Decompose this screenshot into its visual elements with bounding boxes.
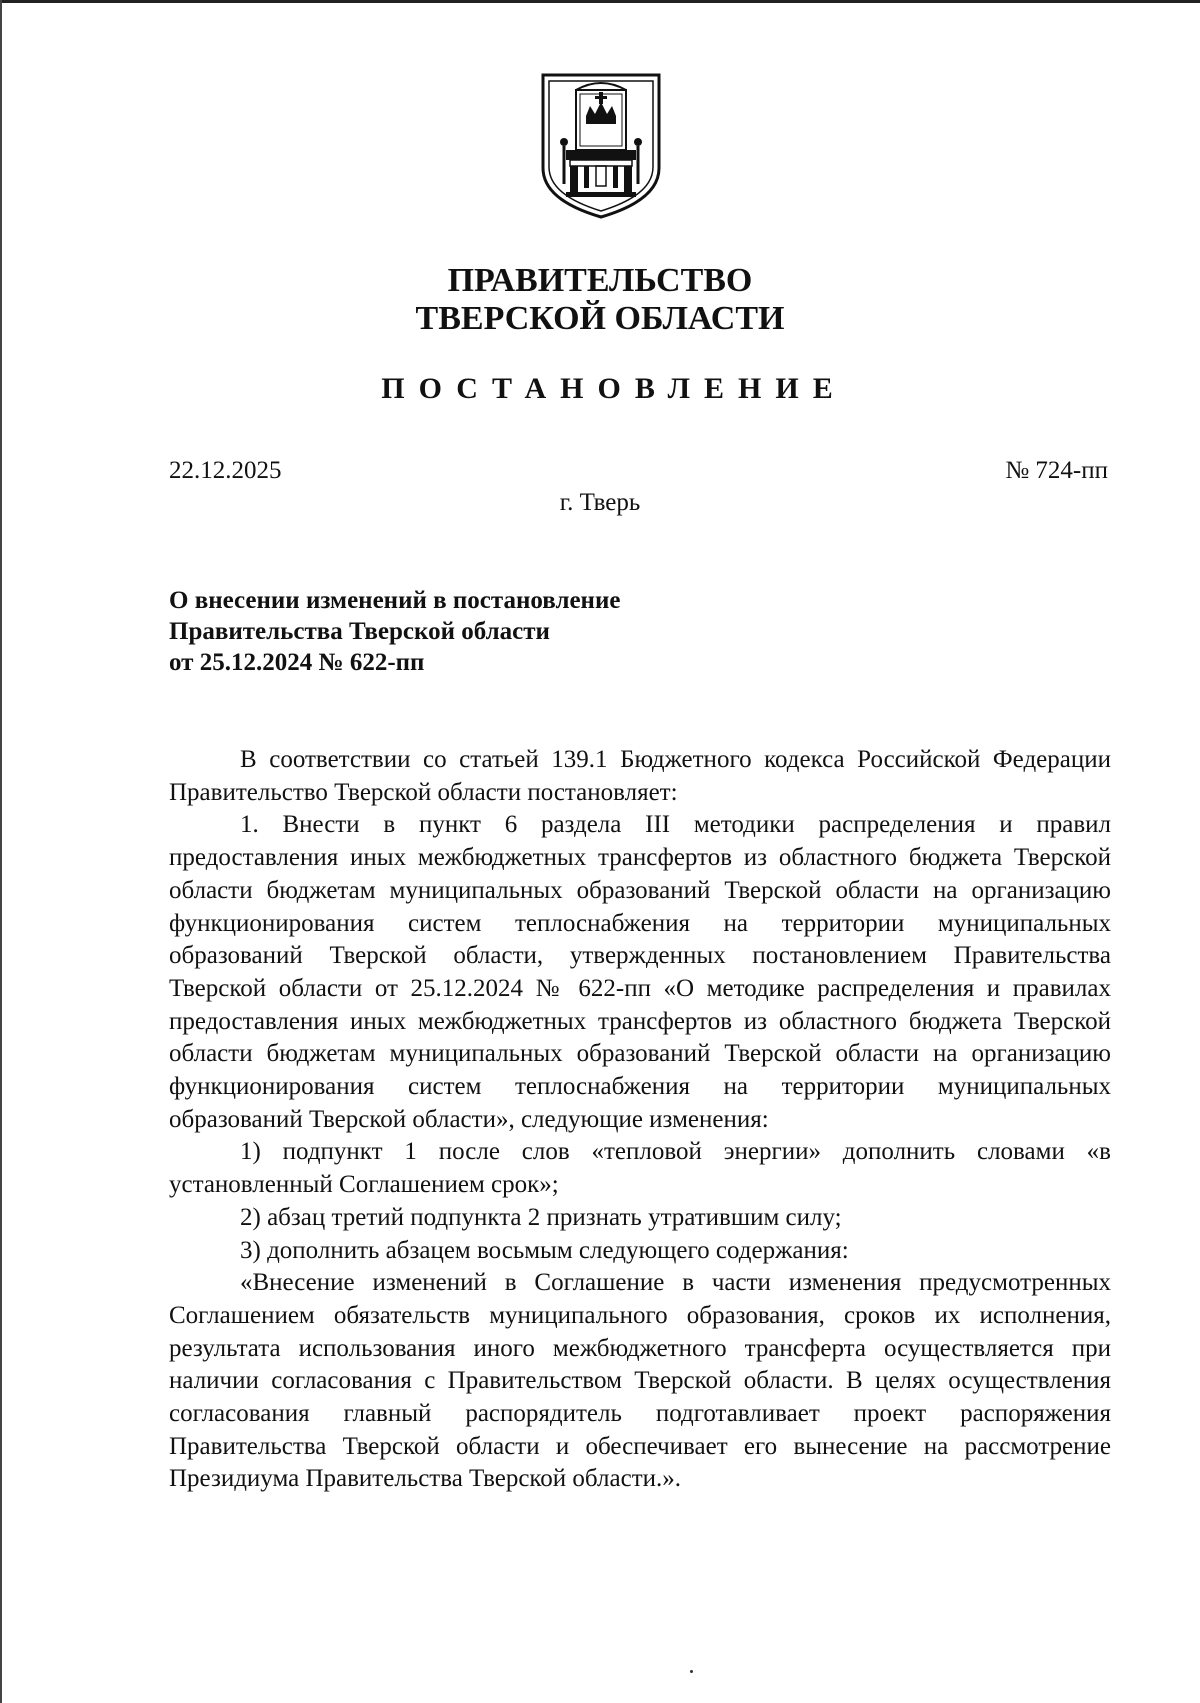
government-title-line2: ТВЕРСКОЙ ОБЛАСТИ bbox=[415, 300, 785, 337]
body-paragraph: «Внесение изменений в Соглашение в части изменения предусмотренных Соглашением обязательств муниципального образования, сроков их исполнения, результата использования иного межбюджетного трансферта осуществляется при наличии согласования с Правительством Тверской области. В целях осуществления согласования главный распорядитель подготавливает проект распоряжения Правительства Тверской области и обеспечивает его вынесение на рассмотрение Президиума Правительства Тверской области.». bbox=[169, 1269, 1111, 1493]
body-paragraph: 3) дополнить абзацем восьмым следующего содержания: bbox=[240, 1236, 849, 1264]
document-date: 22.12.2025 bbox=[169, 457, 282, 484]
government-title-line1: ПРАВИТЕЛЬСТВО bbox=[447, 262, 753, 299]
document-body bbox=[169, 744, 1111, 1496]
document-number: № 724-пп bbox=[1005, 457, 1108, 484]
subject-line: от 25.12.2024 № 622-пп bbox=[169, 649, 425, 676]
scan-edge-top bbox=[0, 0, 1200, 3]
subject-line: О внесении изменений в постановление bbox=[169, 587, 621, 614]
scan-speck bbox=[690, 1670, 693, 1673]
tver-coat-of-arms-icon bbox=[540, 72, 662, 220]
subject-line: Правительства Тверской области bbox=[169, 618, 550, 645]
body-paragraph: В соответствии со статьей 139.1 Бюджетного кодекса Российской Федерации Правительство Тверской области постановляет: bbox=[169, 746, 1111, 806]
body-paragraph: 1) подпункт 1 после слов «тепловой энергии» дополнить словами «в установленный Соглашением срок»; bbox=[169, 1138, 1111, 1199]
document-city: г. Тверь bbox=[559, 489, 641, 516]
body-paragraph: 2) абзац третий подпункта 2 признать утратившим силу; bbox=[240, 1203, 842, 1231]
document-subject bbox=[169, 585, 869, 678]
scan-edge-left bbox=[0, 0, 2, 1703]
body-paragraph: 1. Внести в пункт 6 раздела III методики распределения и правил предоставления иных межбюджетных трансфертов из областного бюджета Тверской области бюджетам муниципальных образований Тверской области на организацию функционирования систем теплоснабжения на территории муниципальных образований Тверской области, утвержденных постановлением Правительства Тверской области от 25.12.2024 № 622-пп «О методике распределения и правилах предоставления иных межбюджетных трансфертов из областного бюджета Тверской области бюджетам муниципальных образований Тверской области на организацию функционирования систем теплоснабжения на территории муниципальных образований Тверской области», следующие изменения: bbox=[169, 811, 1111, 1133]
document-type-title: ПОСТАНОВЛЕНИЕ bbox=[381, 372, 847, 405]
